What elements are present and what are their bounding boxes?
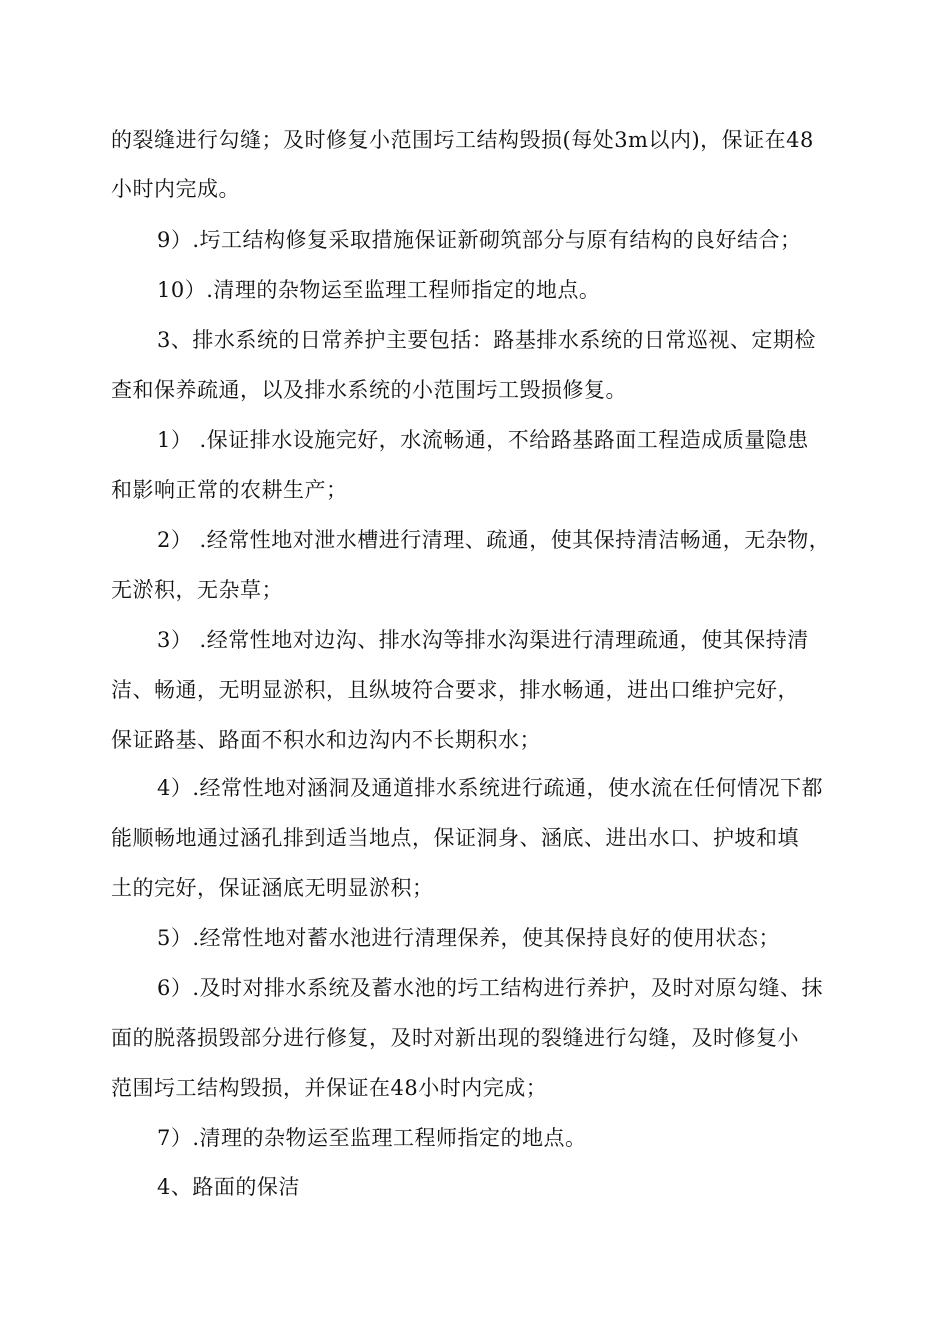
text-line: 洁、畅通，无明显淤积，且纵坡符合要求，排水畅通，进出口维护完好， — [111, 678, 799, 702]
text-line: 10）.清理的杂物运至监理工程师指定的地点。 — [157, 278, 601, 302]
text-line: 4、路面的保洁 — [157, 1175, 300, 1199]
text-line: 面的脱落损毁部分进行修复，及时对新出现的裂缝进行勾缝，及时修复小 — [111, 1026, 799, 1050]
text-line: 范围圬工结构毁损，并保证在48小时内完成； — [111, 1076, 548, 1100]
text-line: 7）.清理的杂物运至监理工程师指定的地点。 — [157, 1126, 587, 1150]
text-line: 土的完好，保证涵底无明显淤积； — [111, 876, 434, 900]
text-line: 无淤积，无杂草； — [111, 578, 283, 602]
text-line: 能顺畅地通过涵孔排到适当地点，保证洞身、涵底、进出水口、护坡和填 — [111, 826, 799, 850]
text-line: 保证路基、路面不积水和边沟内不长期积水； — [111, 728, 541, 752]
text-line: 1） .保证排水设施完好，水流畅通，不给路基路面工程造成质量隐患 — [157, 428, 809, 452]
text-line: 小时内完成。 — [111, 177, 240, 201]
text-line: 3） .经常性地对边沟、排水沟等排水沟渠进行清理疏通，使其保持清 — [157, 628, 809, 652]
text-line: 5）.经常性地对蓄水池进行清理保养，使其保持良好的使用状态； — [157, 926, 781, 950]
text-line: 2） .经常性地对泄水槽进行清理、疏通，使其保持清洁畅通，无杂物， — [157, 528, 831, 552]
text-line: 的裂缝进行勾缝；及时修复小范围圬工结构毁损(每处3m以内)，保证在48 — [111, 128, 814, 152]
text-line: 3、排水系统的日常养护主要包括：路基排水系统的日常巡视、定期检 — [157, 328, 816, 352]
text-line: 4）.经常性地对涵洞及通道排水系统进行疏通，使水流在任何情况下都 — [157, 776, 824, 800]
text-line: 6）.及时对排水系统及蓄水池的圬工结构进行养护，及时对原勾缝、抹 — [157, 976, 824, 1000]
text-line: 查和保养疏通，以及排水系统的小范围圬工毁损修复。 — [111, 378, 627, 402]
text-line: 9）.圬工结构修复采取措施保证新砌筑部分与原有结构的良好结合； — [157, 228, 802, 252]
text-line: 和影响正常的农耕生产； — [111, 478, 348, 502]
